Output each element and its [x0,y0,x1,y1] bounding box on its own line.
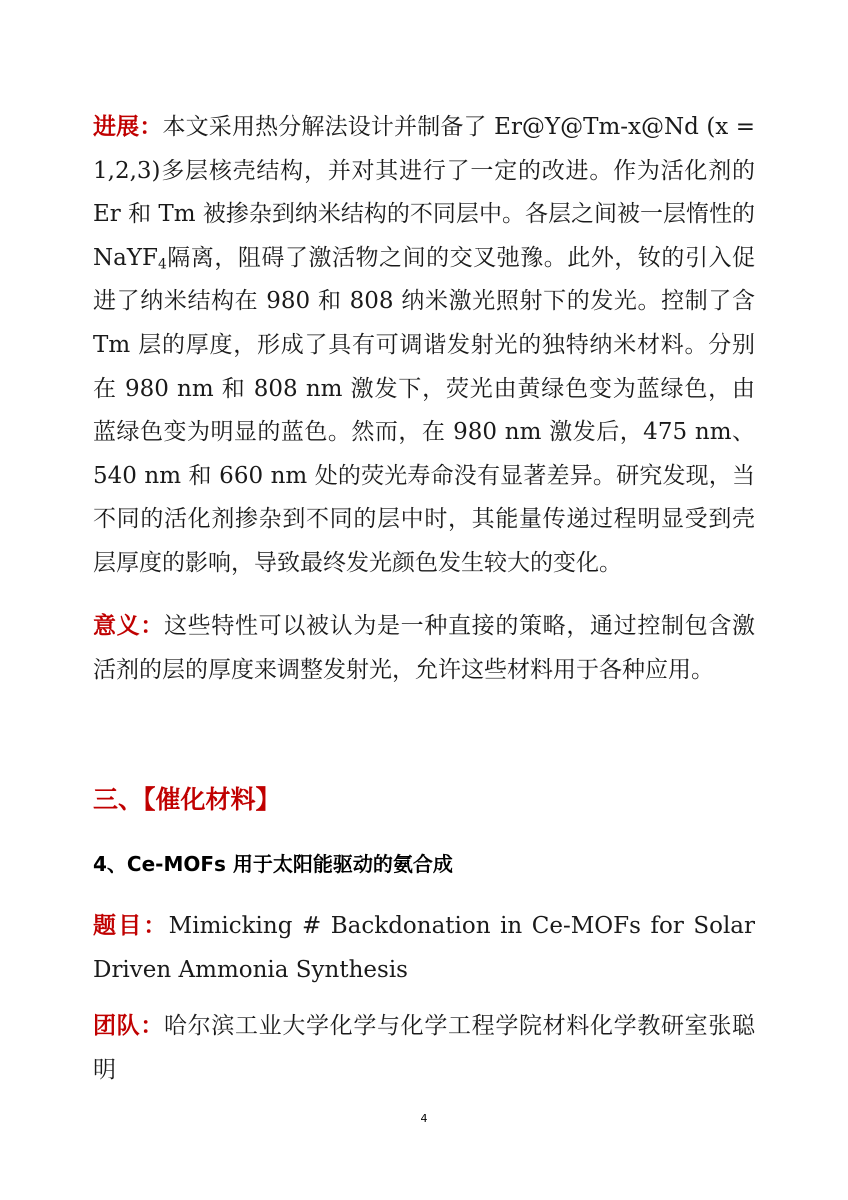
significance-paragraph [93,605,755,692]
page-number: 4 [420,1112,428,1125]
team-paragraph [93,1005,755,1092]
significance-label: 意义： [93,613,164,639]
progress-text-b: 隔离，阻碍了激活物之间的交叉弛豫。此外，钕的引入促进了纳米结构在 980 和 808 纳米激光照射下的发光。控制了含 Tm 层的厚度，形成了具有可调谐发射光的独特纳米材料。分别在 980 nm 和 808 nm 激发下，荧光由黄绿色变为蓝绿色，由蓝绿色变为明显的蓝色。然而，在 980 nm 激发后，475 nm、540 nm 和 660 nm 处的荧光寿命没有显著差异。研究发现，当不同的活化剂掺杂到不同的层中时，其能量传递过程明显受到壳层厚度的影响，导致最终发光颜色发生较大的变化。 [93,244,755,576]
progress-subscript: 4 [157,256,167,273]
progress-paragraph [93,106,755,586]
team-label: 团队： [93,1013,164,1039]
team-text: 哈尔滨工业大学化学与化学工程学院材料化学教研室张聪明 [93,1013,755,1083]
title-text: Mimicking # Backdonation in Ce-MOFs for Solar Driven Ammonia Synthesis [93,913,756,983]
progress-text-a: 本文采用热分解法设计并制备了 Er@Y@Tm-x@Nd (x = 1,2,3)多层核壳结构，并对其进行了一定的改进。作为活化剂的 Er 和 Tm 被掺杂到纳米结构的不同层中。各层之间被一层惰性的 NaYF [93,114,756,271]
progress-label: 进展： [93,114,163,140]
title-label: 题目： [93,913,169,939]
title-paragraph [93,905,755,992]
section-title: 三、【催化材料】 [93,785,281,814]
article-heading: 4、Ce-MOFs 用于太阳能驱动的氨合成 [93,852,453,876]
significance-text: 这些特性可以被认为是一种直接的策略，通过控制包含激活剂的层的厚度来调整发射光，允许这些材料用于各种应用。 [93,613,755,683]
